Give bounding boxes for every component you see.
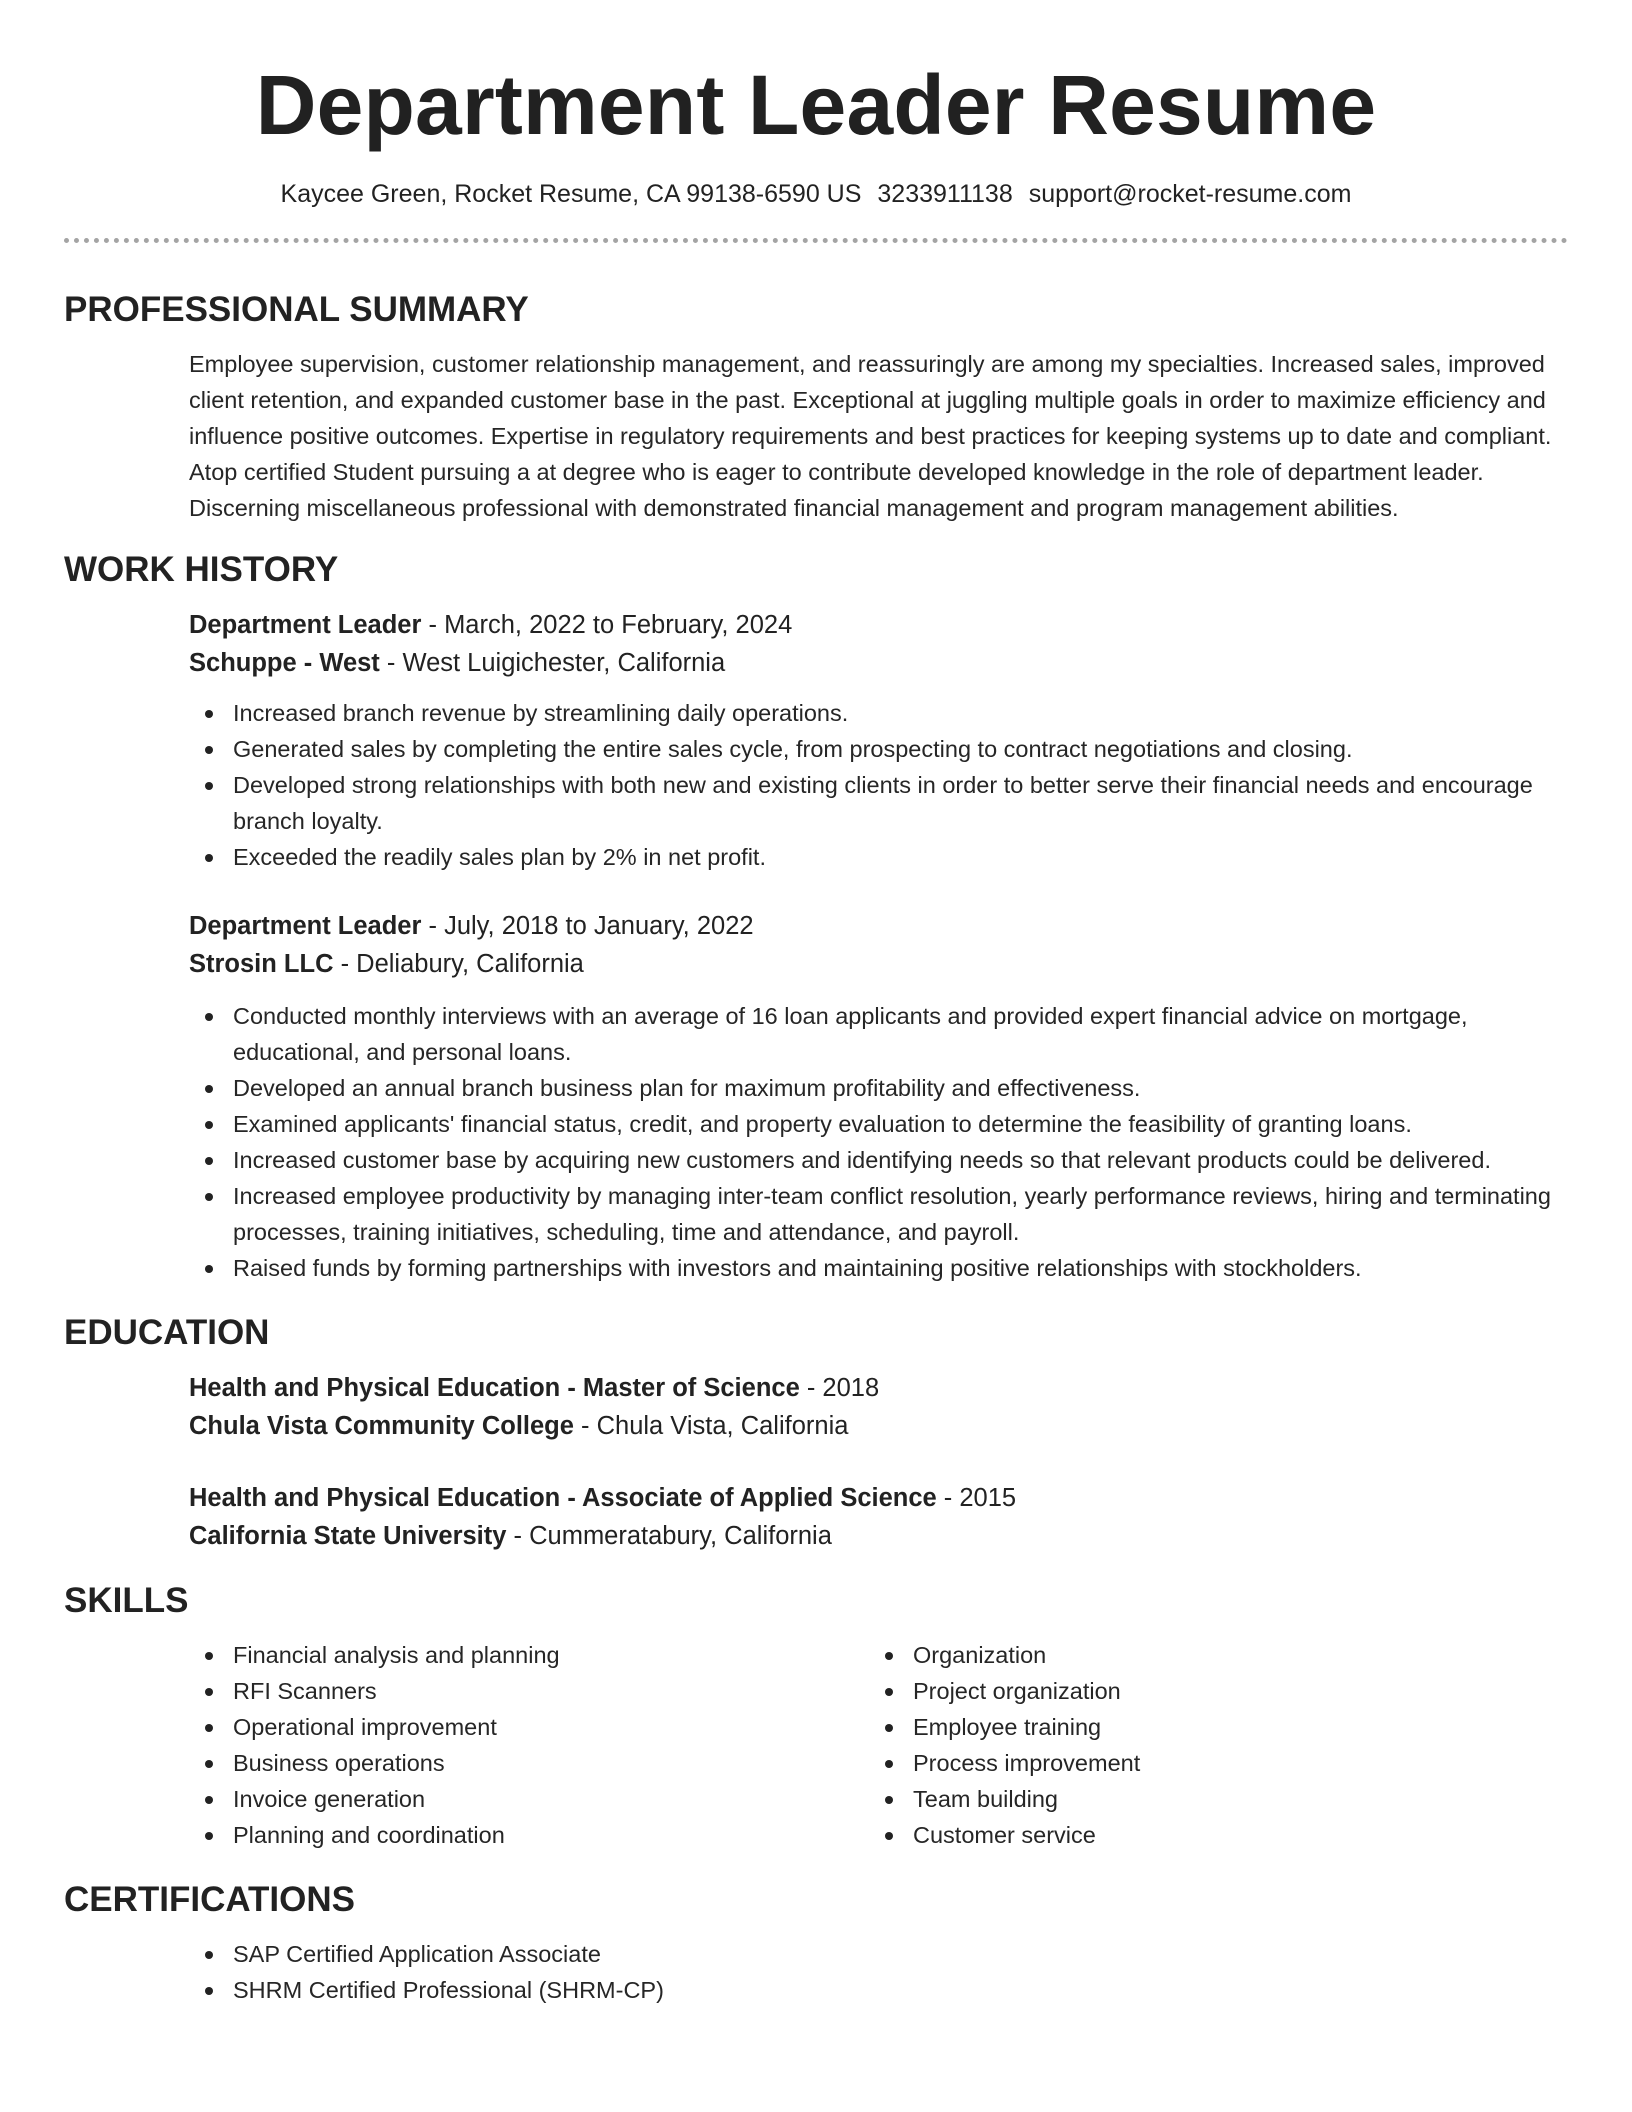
- list-item: Increased customer base by acquiring new customers and identifying needs so that relevant products could be delivered.: [233, 1142, 1568, 1178]
- job-company-line: [189, 644, 1568, 682]
- section-title-certifications: CERTIFICATIONS: [64, 1880, 356, 1919]
- contact-phone: 3233911138: [877, 180, 1013, 208]
- list-item: Developed an annual branch business plan for maximum profitability and effectiveness.: [233, 1070, 1568, 1106]
- list-item: Conducted monthly interviews with an average of 16 loan applicants and provided expert financial advice on mortgage, educational, and personal loans.: [233, 998, 1568, 1070]
- list-item: Financial analysis and planning: [233, 1637, 869, 1673]
- section-title-summary: PROFESSIONAL SUMMARY: [64, 290, 529, 329]
- skills-grid: [64, 1637, 1568, 1853]
- education-degree: Health and Physical Education - Associate of Applied Science: [189, 1484, 937, 1512]
- list-item: Invoice generation: [233, 1781, 869, 1817]
- certifications-list: [189, 1936, 1568, 2008]
- education-school: California State University: [189, 1522, 507, 1550]
- job-location: - Deliabury, California: [333, 950, 584, 978]
- education-degree-line: [189, 1369, 1568, 1407]
- job-role: Department Leader: [189, 611, 422, 639]
- education-location: - Chula Vista, California: [573, 1412, 849, 1440]
- list-item: Employee training: [913, 1709, 1549, 1745]
- list-item: Team building: [913, 1781, 1549, 1817]
- skills-list-left: [189, 1637, 869, 1853]
- page-title: Department Leader Resume: [255, 58, 1377, 152]
- job-location: - West Luigichester, California: [379, 649, 726, 677]
- job-title-line: [189, 606, 1568, 644]
- education-degree-line: [189, 1479, 1568, 1517]
- list-item: Project organization: [913, 1673, 1549, 1709]
- education-year: - 2015: [936, 1484, 1017, 1512]
- section-title-education: EDUCATION: [64, 1313, 270, 1352]
- header-divider: [64, 238, 1568, 243]
- list-item: Organization: [913, 1637, 1549, 1673]
- summary-text: Employee supervision, customer relationship management, and reassuringly are among my specialties. Increased sales, improved client retention, and expanded customer base in the past. Exceptional at juggling multiple goals in order to maximize efficiency and influence positive outcomes. Expertise in regulatory requirements and best practices for keeping systems up to date and compliant. Atop certified Student pursuing a at degree who is eager to contribute developed knowledge in the role of department leader. Discerning miscellaneous professional with demonstrated financial management and program management abilities.: [189, 351, 1552, 521]
- list-item: Developed strong relationships with both new and existing clients in order to better serve their financial needs and encourage branch loyalty.: [233, 767, 1568, 839]
- list-item: Business operations: [233, 1745, 869, 1781]
- job-role: Department Leader: [189, 912, 422, 940]
- contact-address: Kaycee Green, Rocket Resume, CA 99138-6590 US: [280, 180, 862, 208]
- job-dates: - March, 2022 to February, 2024: [421, 611, 793, 639]
- list-item: Process improvement: [913, 1745, 1549, 1781]
- list-item: Planning and coordination: [233, 1817, 869, 1853]
- list-item: SAP Certified Application Associate: [233, 1936, 1568, 1972]
- job-title-line: [189, 907, 1568, 945]
- list-item: RFI Scanners: [233, 1673, 869, 1709]
- education-degree: Health and Physical Education - Master of Science: [189, 1374, 800, 1402]
- education-year: - 2018: [799, 1374, 880, 1402]
- list-item: SHRM Certified Professional (SHRM-CP): [233, 1972, 1568, 2008]
- job-entry: [64, 606, 1568, 875]
- education-school-line: [189, 1407, 1568, 1445]
- education-entry: [64, 1369, 1568, 1445]
- list-item: Increased employee productivity by managing inter-team conflict resolution, yearly performance reviews, hiring and terminating processes, training initiatives, scheduling, time and attendance, and payroll.: [233, 1178, 1568, 1250]
- list-item: Exceeded the readily sales plan by 2% in net profit.: [233, 839, 1568, 875]
- list-item: Increased branch revenue by streamlining daily operations.: [233, 695, 1568, 731]
- skills-list-right: [869, 1637, 1549, 1853]
- job-company: Strosin LLC: [189, 950, 334, 978]
- section-title-skills: SKILLS: [64, 1581, 189, 1620]
- education-entry: [64, 1479, 1568, 1555]
- list-item: Generated sales by completing the entire sales cycle, from prospecting to contract negotiations and closing.: [233, 731, 1568, 767]
- job-company-line: [189, 945, 1568, 983]
- certifications-block: [64, 1936, 1568, 2008]
- list-item: Examined applicants' financial status, credit, and property evaluation to determine the feasibility of granting loans.: [233, 1106, 1568, 1142]
- contact-line: [64, 178, 1568, 210]
- contact-email: support@rocket-resume.com: [1028, 180, 1352, 208]
- list-item: Customer service: [913, 1817, 1549, 1853]
- job-entry: [64, 907, 1568, 1286]
- job-bullets: [189, 695, 1568, 875]
- job-bullets: [189, 998, 1568, 1286]
- section-title-work-history: WORK HISTORY: [64, 550, 339, 589]
- education-school-line: [189, 1517, 1568, 1555]
- education-school: Chula Vista Community College: [189, 1412, 574, 1440]
- education-location: - Cummeratabury, California: [506, 1522, 832, 1550]
- list-item: Operational improvement: [233, 1709, 869, 1745]
- job-company: Schuppe - West: [189, 649, 380, 677]
- job-dates: - July, 2018 to January, 2022: [421, 912, 754, 940]
- list-item: Raised funds by forming partnerships with investors and maintaining positive relationships with stockholders.: [233, 1250, 1568, 1286]
